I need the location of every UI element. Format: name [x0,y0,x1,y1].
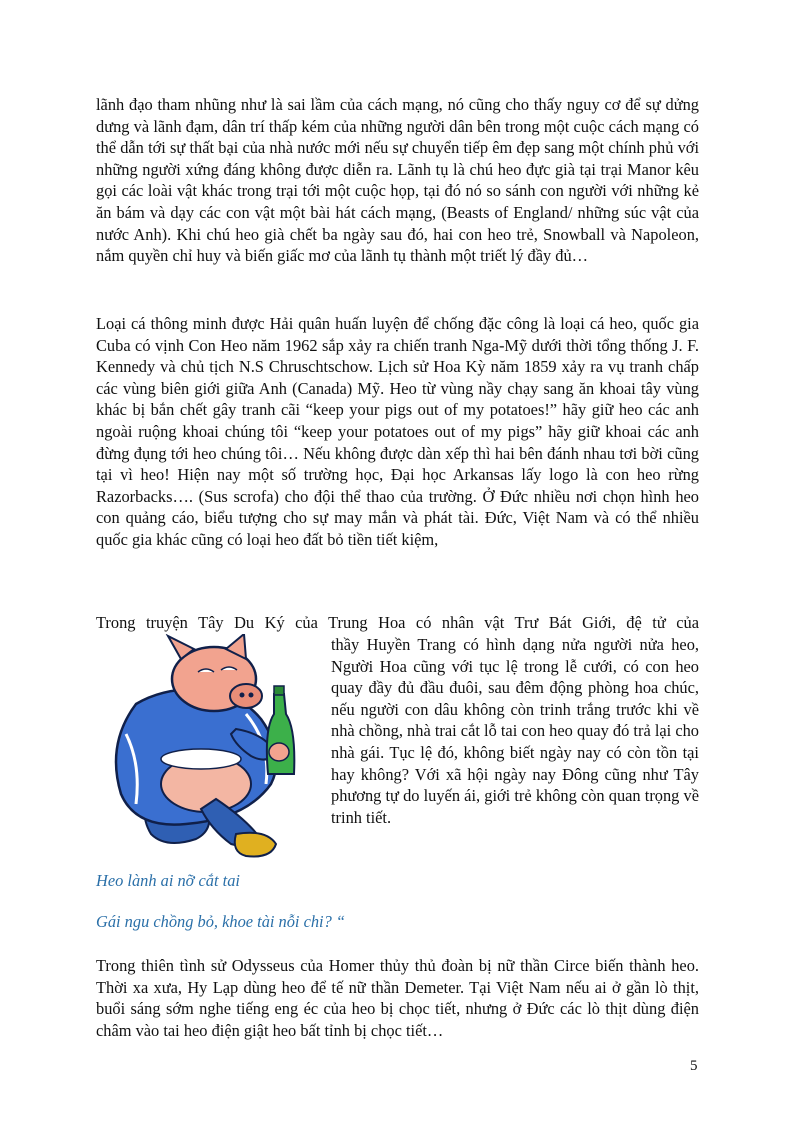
paragraph-4: Trong thiên tình sử Odysseus của Homer thủy thủ đoàn bị nữ thần Circe biến thành heo. Thời xa xưa, Hy Lạp dùng heo để tế nữ thần Demeter. Tại Việt Nam nếu ai ở gần lò thịt, buổi sáng sớm nghe tiếng eng éc của heo bị chọc tiết, nhưng ở Đức các lò thịt dùng điện châm vào tai heo điện giật heo bất tỉnh bị chọc tiết… [96,956,699,1040]
paragraph-3-first-line: Trong truyện Tây Du Ký của Trung Hoa có nhân vật Trư Bát Giới, đệ tử của [96,613,699,632]
paragraph-3-body [96,634,699,864]
paragraph-2: Loại cá thông minh được Hải quân huấn luyện để chống đặc công là loại cá heo, quốc gia Cuba có vịnh Con Heo năm 1962 sắp xảy ra chiến tranh Nga-Mỹ dưới thời tổng thống J. F. Kennedy và chủ tịch N.S Chruschtschow. Lịch sử Hoa Kỳ năm 1859 xảy ra vụ tranh chấp các vùng biên giới giữa Anh (Canada) Mỹ. Heo từ vùng nầy chạy sang ăn khoai tây vùng khác bị bắn chết gây tranh cãi “keep your pigs out of my potatoes!” hãy giữ heo các anh ngoài ruộng khoai chúng tôi “keep your potatoes out of my pigs” hãy giữ khoai các anh đừng đụng tới heo chúng tôi… Nếu không được dàn xếp thì hai bên đánh nhau tơi bời cũng tại vì heo! Hiện nay một số trường học, Đại học Arkansas lấy logo là con heo rừng Razorbacks…. (Sus scrofa) cho đội thể thao của trường. Ở Đức nhiều nơi chọn hình heo con quảng cáo, biểu tượng cho sự may mắn và phát tài. Đức, Việt Nam và có thể nhiều quốc gia khác cũng có loại heo đất bỏ tiền tiết kiệm, [96,314,699,549]
cartoon-pig-with-bottle-icon [96,634,325,864]
page-number: 5 [690,1058,698,1074]
poem-line-1: Heo lành ai nỡ cắt tai [96,871,240,890]
paragraph-3-continued-text: thầy Huyền Trang có hình dạng nửa người nửa heo, Người Hoa cũng với tục lệ trong lễ cưới, có con heo quay đầy đủ đầu đuôi, sau đêm động phòng hoa chúc, nếu người con dâu không còn trinh trắng trước khi về nhà chồng, nhà trai cắt lỗ tai con heo quay đó trả lại cho nhà gái. Tục lệ đó, không biết ngày nay có còn tồn tại hay không? Với xã hội ngày nay Đông cũng như Tây phương tự do luyến ái, giới trẻ không còn quan trọng về trinh tiết. [331,635,699,827]
poem-line-2: Gái ngu chồng bỏ, khoe tài nỗi chi? “ [96,912,346,931]
paragraph-1: lãnh đạo tham nhũng như là sai lầm của cách mạng, nó cũng cho thấy nguy cơ để sự dửng dưng và lãnh đạm, dân trí thấp kém của những người dân bên trong một cuộc cách mạng có thể dẫn tới sự thất bại của nhà nước mới nếu sự chuyển tiếp êm đẹp sang một chính phủ với những người xứng đáng không được diễn ra. Lãnh tụ là chú heo đực già tại trại Manor kêu gọi các loài vật khác trong trại tới một cuộc họp, tại đó nó so sánh con người với những kẻ ăn bám và dạy các con vật một bài hát cách mạng, (Beasts of England/ những súc vật của nước Anh). Khi chú heo già chết ba ngày sau đó, hai con heo trẻ, Snowball và Napoleon, nắm quyền chỉ huy và biến giấc mơ của lãnh tụ thành một triết lý đầy đủ… [96,95,699,266]
